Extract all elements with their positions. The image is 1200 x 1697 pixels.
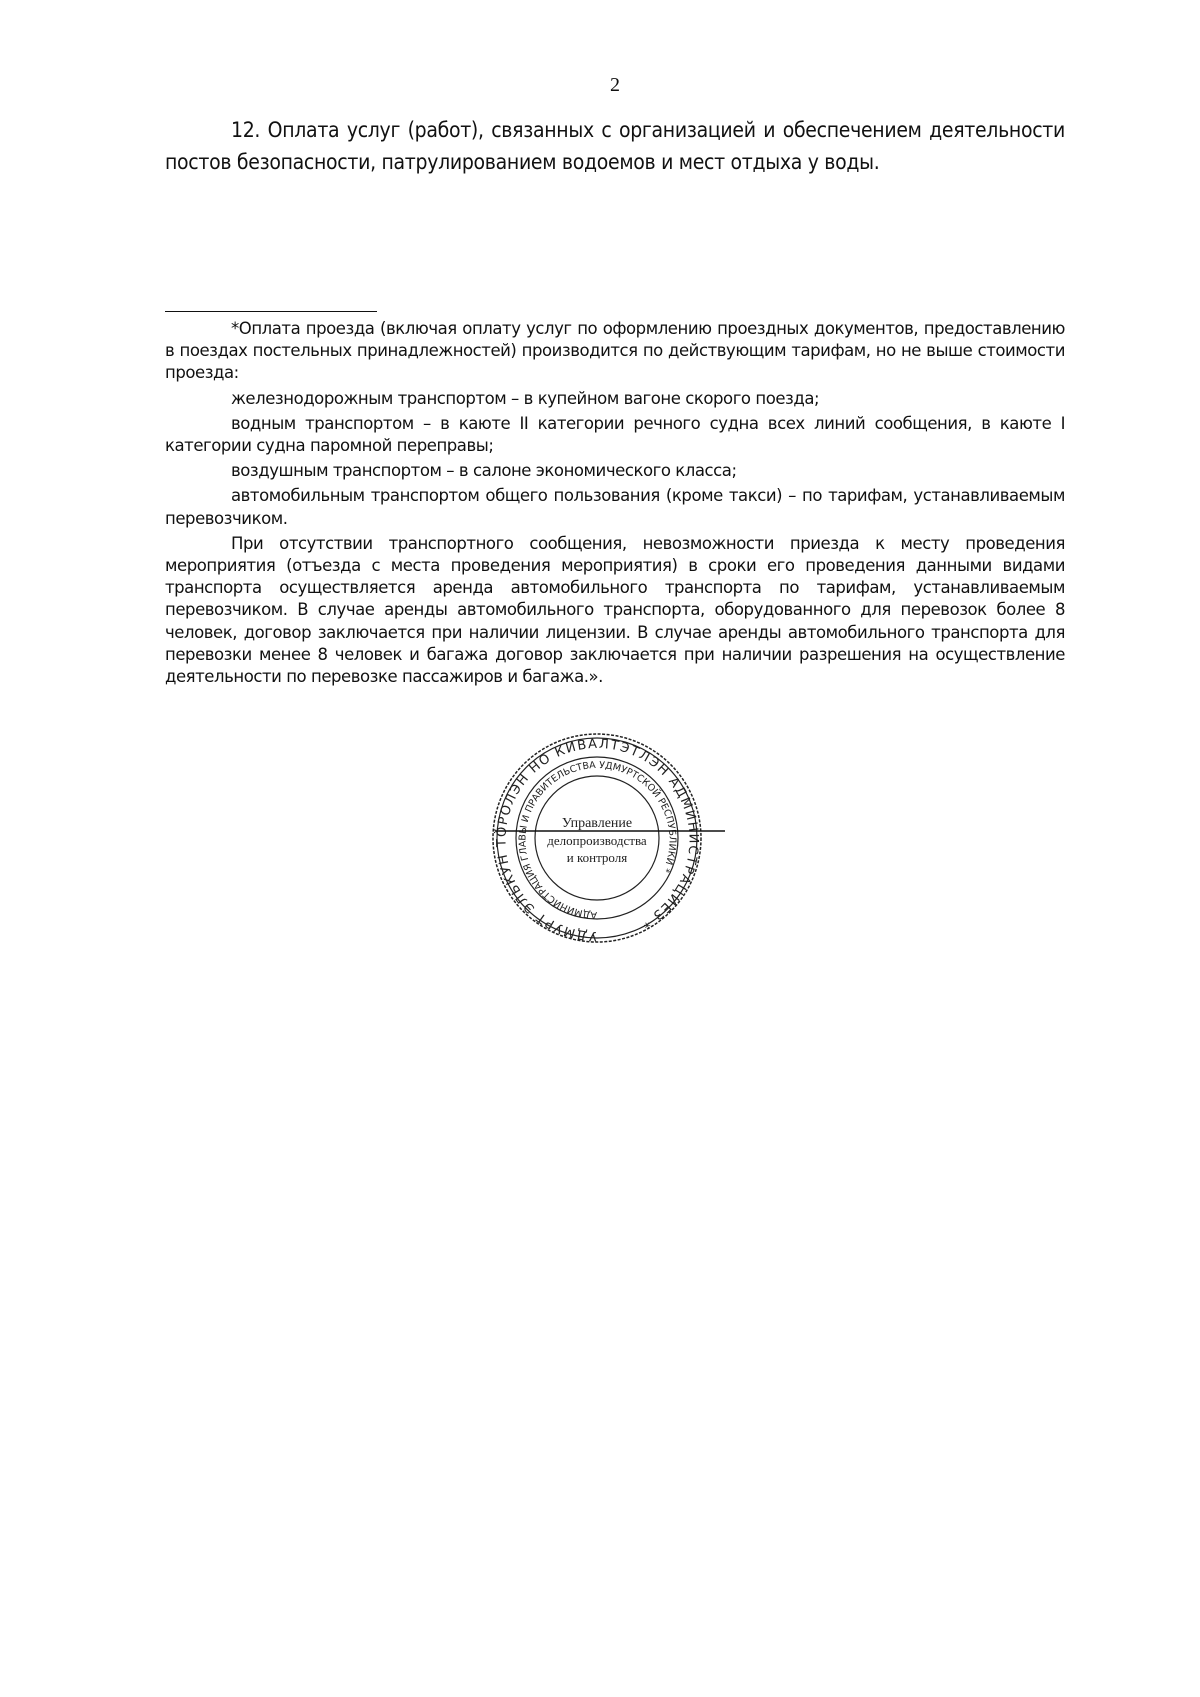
- stamp-line: делопроизводства: [547, 833, 647, 848]
- stamp-line: Управление: [561, 816, 633, 831]
- page-number: 2: [610, 74, 620, 96]
- stamp-line: и контроля: [566, 850, 628, 865]
- svg-text:АДМИНИСТРАЦИЯ ГЛАВЫ И ПРАВИТЕЛ: АДМИНИСТРАЦИЯ ГЛАВЫ И ПРАВИТЕЛЬСТВА УДМУРТСКОЙ РЕСПУБЛИКИ *: [517, 759, 678, 921]
- svg-text:УДМУРТ ЭЛЬКУН ТӦРОЛЭН НО КИВАЛ: УДМУРТ ЭЛЬКУН ТӦРОЛЭН НО КИВАЛТЭТЛЭН АДМИНИСТРАЦИЕЗ *: [494, 736, 701, 944]
- footnote-paragraph: При отсутствии транспортного сообщения, невозможности приезда к месту проведения мероприятия (отъезда с места проведения мероприятия) в сроки его проведения данными видами транспорта осуществляется аренда автомобильного транспорта по тарифам, устанавливаемым перевозчиком. В случае аренды автомобильного транспорта, оборудованного для перевозок более 8 человек, договор заключается при наличии лицензии. В случае аренды автомобильного транспорта для перевозки менее 8 человек и багажа договор заключается при наличии разрешения на осуществление деятельности по перевозке пассажиров и багажа.».: [165, 533, 1065, 687]
- official-seal: [485, 732, 735, 947]
- footnote-paragraph: *Оплата проезда (включая оплату услуг по оформлению проездных документов, предоставлению в поездах постельных принадлежностей) производится по действующим тарифам, но не выше стоимости проезда:: [165, 319, 1065, 383]
- footnote-divider: [165, 311, 377, 312]
- footnote-paragraph: железнодорожным транспортом – в купейном вагоне скорого поезда;: [231, 388, 820, 408]
- footnote-paragraph: воздушным транспортом – в салоне экономического класса;: [231, 461, 737, 481]
- main-paragraph: 12. Оплата услуг (работ), связанных с организацией и обеспечением деятельности постов безопасности, патрулированием водоемов и мест отдыха у воды.: [165, 118, 1065, 174]
- footnote-paragraph: водным транспортом – в каюте II категории речного судна всех линий сообщения, в каюте I категории судна паромной переправы;: [165, 413, 1065, 456]
- footnote-paragraph: автомобильным транспортом общего пользования (кроме такси) – по тарифам, устанавливаемым перевозчиком.: [165, 486, 1065, 528]
- footnote: [165, 318, 1065, 688]
